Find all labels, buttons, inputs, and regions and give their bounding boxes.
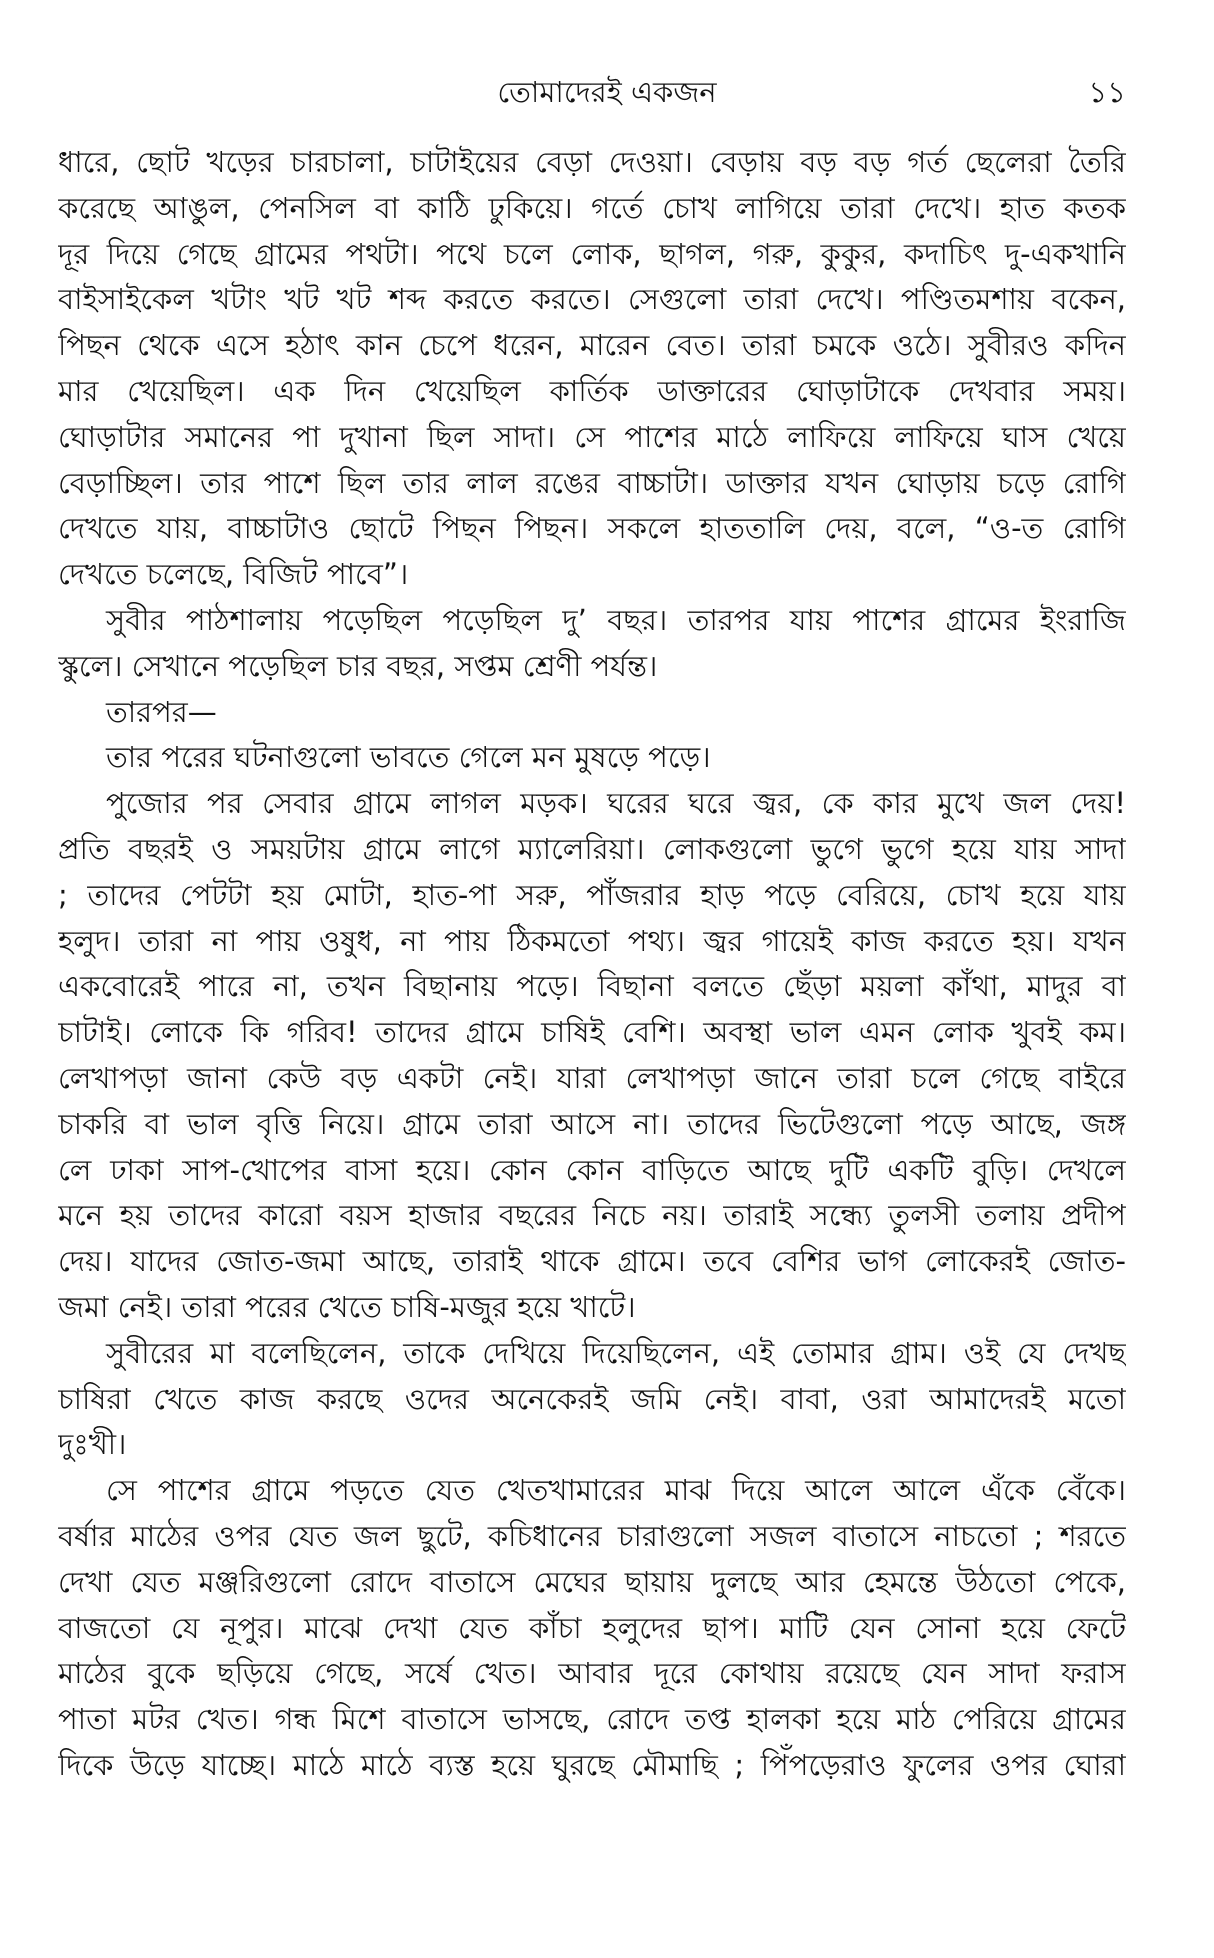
text-line: দুঃখী। — [58, 1427, 127, 1462]
text-line: প্রতি বছরই ও সময়টায় গ্রামে লাগে ম্যালেরিয়া। লোকগুলো ভুগে ভুগে হয়ে যায় সাদা — [58, 831, 1126, 866]
text-line: দেয়। যাদের জোত-জমা আছে, তারাই থাকে গ্রামে। তবে বেশির ভাগ লোকেরই জোত- — [58, 1244, 1126, 1279]
text-line: চাটাই। লোকে কি গরিব! তাদের গ্রামে চাষিই বেশি। অবস্থা ভাল এমন লোক খুবই কম। — [58, 1015, 1126, 1050]
text-line: দেখা যেত মঞ্জরিগুলো রোদে বাতাসে মেঘের ছায়ায় দুলছে আর হেমন্তে উঠতো পেকে, — [58, 1564, 1126, 1599]
text-line: লেখাপড়া জানা কেউ বড় একটা নেই। যারা লেখাপড়া জানে তারা চলে গেছে বাইরে — [58, 1060, 1126, 1095]
text-line: মাঠের বুকে ছড়িয়ে গেছে, সর্ষে খেত। আবার দূরে কোথায় রয়েছে যেন সাদা ফরাস — [58, 1656, 1126, 1691]
text-line: মার খেয়েছিল। এক দিন খেয়েছিল কার্তিক ডাক্তারের ঘোড়াটাকে দেখবার সময়। — [58, 373, 1126, 408]
text-line: বাইসাইকেল খটাং খট খট শব্দ করতে করতে। সেগুলো তারা দেখে। পণ্ডিতমশায় বকেন, — [58, 282, 1126, 317]
text-line: ঘোড়াটার সমানের পা দুখানা ছিল সাদা। সে পাশের মাঠে লাফিয়ে লাফিয়ে ঘাস খেয়ে — [58, 419, 1126, 454]
text-line: দেখতে যায়, বাচ্চাটাও ছোটে পিছন পিছন। সকলে হাততালি দেয়, বলে, “ও-ত রোগি — [58, 511, 1126, 546]
text-line: ; তাদের পেটটা হয় মোটা, হাত-পা সরু, পাঁজরার হাড় পড়ে বেরিয়ে, চোখ হয়ে যায় — [58, 877, 1126, 912]
page-header — [0, 70, 1214, 114]
text-line: তার পরের ঘটনাগুলো ভাবতে গেলে মন মুষড়ে পড়ে। — [106, 740, 711, 775]
text-line: হলুদ। তারা না পায় ওষুধ, না পায় ঠিকমতো পথ্য। জ্বর গায়েই কাজ করতে হয়। যখন — [58, 923, 1126, 958]
text-line: চাষিরা খেতে কাজ করছে ওদের অনেকেরই জমি নেই। বাবা, ওরা আমাদেরই মতো — [58, 1381, 1126, 1416]
text-line: দেখতে চলেছে, বিজিট পাবে”। — [58, 557, 409, 592]
body-text — [58, 140, 1126, 1789]
text-line: ধারে, ছোট খড়ের চারচালা, চাটাইয়ের বেড়া দেওয়া। বেড়ায় বড় বড় গর্ত ছেলেরা তৈরি — [58, 145, 1126, 179]
text-line: সুবীরের মা বলেছিলেন, তাকে দেখিয়ে দিয়েছিলেন, এই তোমার গ্রাম। ওই যে দেখছ — [106, 1335, 1126, 1370]
text-line: দিকে উড়ে যাচ্ছে। মাঠে মাঠে ব্যস্ত হয়ে ঘুরছে মৌমাছি ; পিঁপড়েরাও ফুলের ওপর ঘোরা — [58, 1747, 1126, 1782]
text-line: করেছে আঙুল, পেনসিল বা কাঠি ঢুকিয়ে। গর্তে চোখ লাগিয়ে তারা দেখে। হাত কতক — [58, 190, 1126, 225]
text-line: দূর দিয়ে গেছে গ্রামের পথটা। পথে চলে লোক, ছাগল, গরু, কুকুর, কদাচিৎ দু-একখানি — [58, 236, 1126, 271]
text-line: সে পাশের গ্রামে পড়তে যেত খেতখামারের মাঝ দিয়ে আলে আলে এঁকে বেঁকে। — [106, 1473, 1126, 1508]
text-line: পিছন থেকে এসে হঠাৎ কান চেপে ধরেন, মারেন বেত। তারা চমকে ওঠে। সুবীরও কদিন — [58, 328, 1126, 363]
text-line: পাতা মটর খেত। গন্ধ মিশে বাতাসে ভাসছে, রোদে তপ্ত হালকা হয়ে মাঠ পেরিয়ে গ্রামের — [58, 1702, 1126, 1737]
text-line: স্কুলে। সেখানে পড়েছিল চার বছর, সপ্তম শ্রেণী পর্যন্ত। — [58, 648, 658, 683]
text-line: সুবীর পাঠশালায় পড়েছিল পড়েছিল দু’ বছর। তারপর যায় পাশের গ্রামের ইংরাজি — [106, 602, 1126, 637]
page-number: ১১ — [1088, 75, 1126, 109]
text-line: একবোরেই পারে না, তখন বিছানায় পড়ে। বিছানা বলতে ছেঁড়া ময়লা কাঁথা, মাদুর বা — [58, 969, 1126, 1004]
running-title: তোমাদেরই একজন — [497, 75, 717, 109]
text-line: জমা নেই। তারা পরের খেতে চাষি-মজুর হয়ে খাটে। — [58, 1289, 636, 1324]
text-line: লে ঢাকা সাপ-খোপের বাসা হয়ে। কোন কোন বাড়িতে আছে দুটি একটি বুড়ি। দেখলে — [58, 1152, 1126, 1187]
text-line: বর্ষার মাঠের ওপর যেত জল ছুটে, কচিধানের চারাগুলো সজল বাতাসে নাচতো ; শরতে — [58, 1518, 1126, 1553]
text-line: পুজোর পর সেবার গ্রামে লাগল মড়ক। ঘরের ঘরে জ্বর, কে কার মুখে জল দেয়! — [106, 786, 1126, 821]
text-line: চাকরি বা ভাল বৃত্তি নিয়ে। গ্রামে তারা আসে না। তাদের ভিটেগুলো পড়ে আছে, জঙ্গ — [58, 1106, 1126, 1141]
text-line: বেড়াচ্ছিল। তার পাশে ছিল তার লাল রঙের বাচ্চাটা। ডাক্তার যখন ঘোড়ায় চড়ে রোগি — [58, 465, 1126, 500]
text-line: তারপর— — [106, 694, 217, 729]
text-line: মনে হয় তাদের কারো বয়স হাজার বছরের নিচে নয়। তারাই সন্ধ্যে তুলসী তলায় প্রদীপ — [58, 1198, 1126, 1233]
text-line: বাজতো যে নূপুর। মাঝে দেখা যেত কাঁচা হলুদের ছাপ। মাটি যেন সোনা হয়ে ফেটে — [58, 1610, 1126, 1645]
